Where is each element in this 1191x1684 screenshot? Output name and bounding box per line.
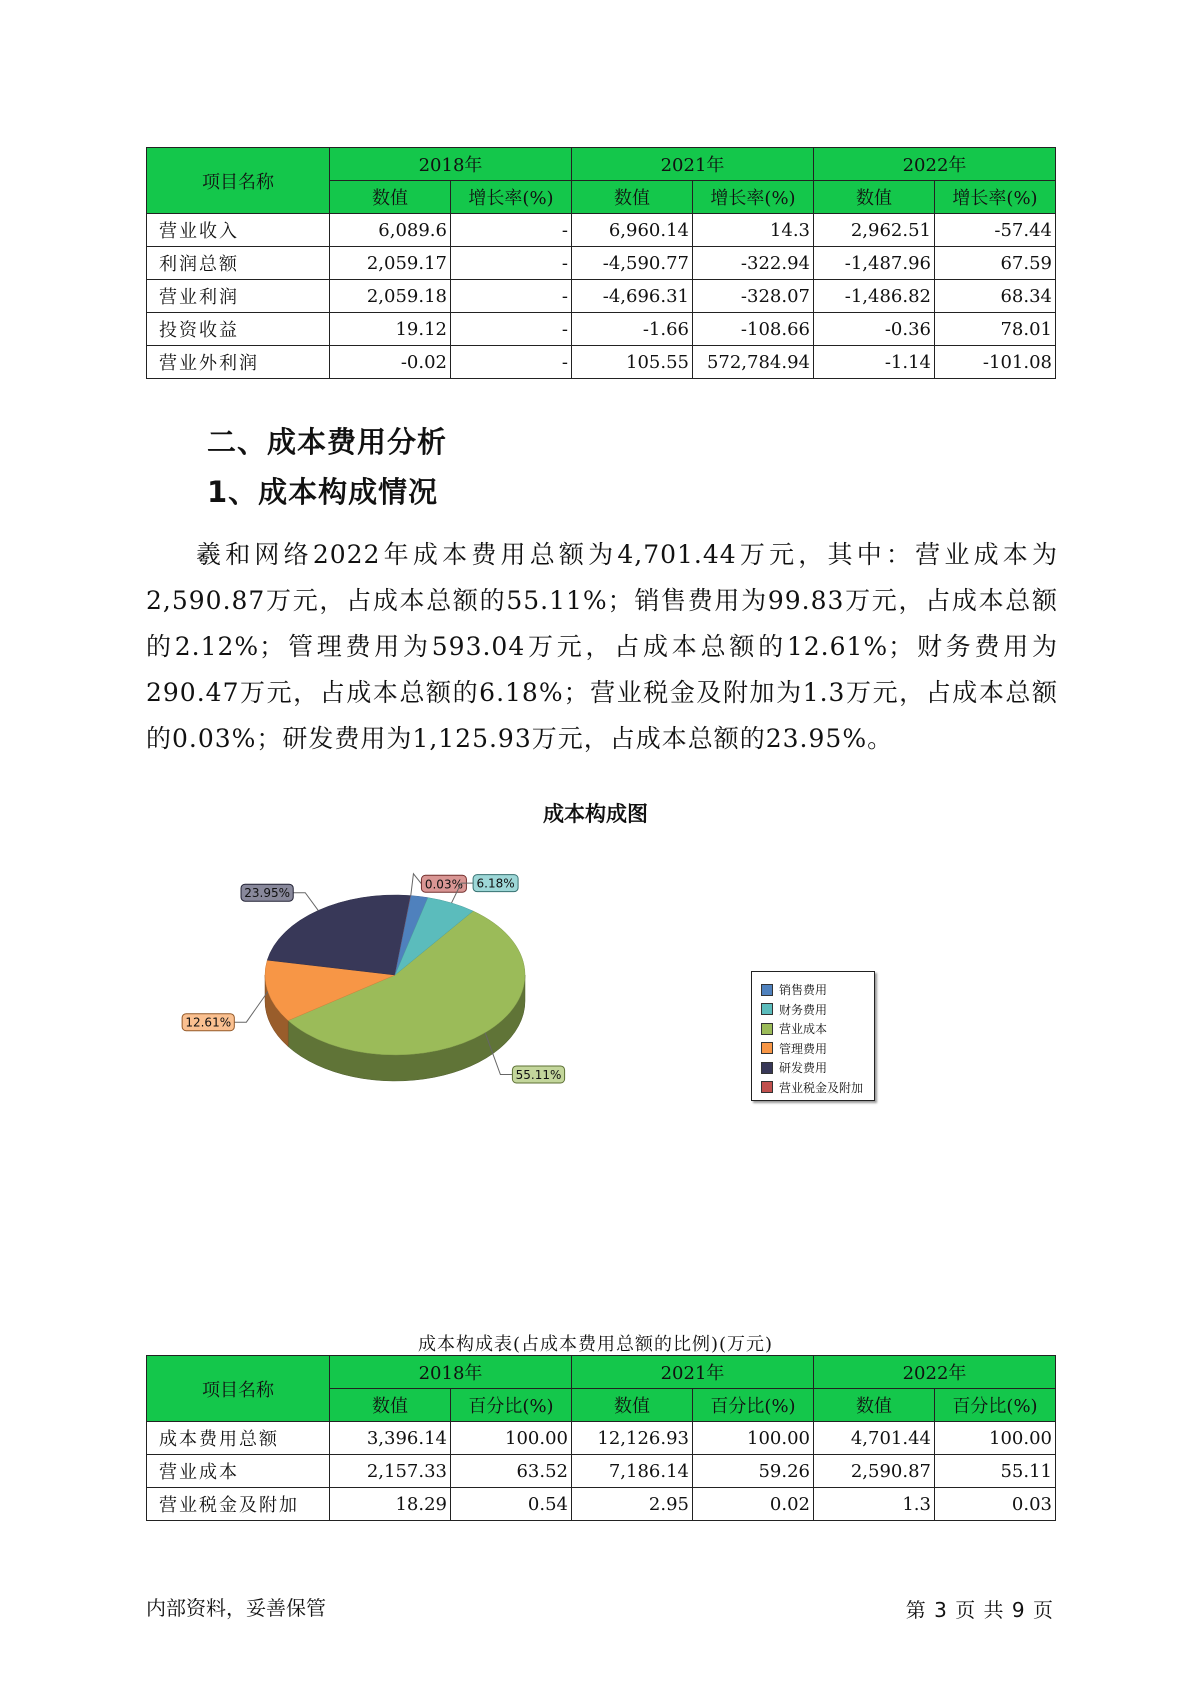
table-cell: -4,696.31 [572,280,693,313]
table-header-year: 2018年 [330,148,572,181]
row-label: 营业利润 [147,280,330,313]
table-header-value: 数值 [572,181,693,214]
table-header-pct: 百分比(%) [451,1389,572,1422]
table-caption: 成本构成表(占成本费用总额的比例)(万元) [417,1334,774,1355]
table-header-growth: 增长率(%) [935,181,1056,214]
row-label: 营业外利润 [147,346,330,379]
chart-title: 成本构成图 [543,802,648,826]
table-cell: 2,059.18 [330,280,451,313]
cost-table [146,1355,1056,1521]
table-row [147,1422,1056,1455]
body-paragraph: 羲和网络2022年成本费用总额为4,701.44万元，其中：营业成本为2,590.87万元，占成本总额的55.11%；销售费用为99.83万元，占成本总额的2.12%；管理费用为593.04万元，占成本总额的12.61%；财务费用为290.47万元，占成本总额的6.18%；营业税金及附加为1.3万元，占成本总额的0.03%；研发费用为1,125.93万元，占成本总额的23.95%。 [146,540,1058,753]
legend-item [752,1078,874,1098]
table-header-value: 数值 [814,181,935,214]
table-cell: 100.00 [935,1422,1056,1455]
legend-label: 营业税金及附加 [779,1080,864,1095]
row-label: 营业收入 [147,214,330,247]
table-cell: - [451,313,572,346]
table-row [147,346,1056,379]
table-cell: - [451,214,572,247]
pie-data-label: 12.61% [185,1015,232,1030]
row-label: 利润总额 [147,247,330,280]
table-cell: -108.66 [693,313,814,346]
table-cell: 0.54 [451,1488,572,1521]
table-cell: 12,126.93 [572,1422,693,1455]
table-row [147,313,1056,346]
section-subtitle: 1、成本构成情况 [207,475,439,509]
table-cell: 4,701.44 [814,1422,935,1455]
table-row [147,214,1056,247]
legend-label: 财务费用 [779,1002,828,1017]
table-cell: 14.3 [693,214,814,247]
table-header-item: 项目名称 [147,1356,330,1422]
row-label: 营业税金及附加 [147,1488,330,1521]
pie-data-label: 6.18% [476,876,515,891]
legend-item [752,980,874,1000]
pie-leader-line [293,893,318,911]
table-row [147,280,1056,313]
table-cell: 67.59 [935,247,1056,280]
footer-note: 内部资料，妥善保管 [146,1596,326,1620]
table-row [147,1488,1056,1521]
pie-data-label: 23.95% [244,886,291,901]
profit-table [146,147,1056,379]
table-header-pct: 百分比(%) [693,1389,814,1422]
table-row [147,247,1056,280]
table-header-growth: 增长率(%) [693,181,814,214]
table-cell: 2,590.87 [814,1455,935,1488]
legend-item [752,1019,874,1039]
table-cell: 7,186.14 [572,1455,693,1488]
table-cell: -101.08 [935,346,1056,379]
legend-swatch [761,1003,773,1015]
table-cell: 100.00 [451,1422,572,1455]
legend-swatch [761,1023,773,1035]
chart-legend [751,971,875,1101]
table-header-value: 数值 [572,1389,693,1422]
table-cell: 3,396.14 [330,1422,451,1455]
table-header-year: 2018年 [330,1356,572,1389]
row-label: 成本费用总额 [147,1422,330,1455]
table-cell: 19.12 [330,313,451,346]
table-cell: 18.29 [330,1488,451,1521]
legend-swatch [761,1042,773,1054]
table-row [147,1455,1056,1488]
table-cell: -1.66 [572,313,693,346]
table-header-year: 2022年 [814,148,1056,181]
table-cell: 0.02 [693,1488,814,1521]
row-label: 投资收益 [147,313,330,346]
table-cell: 2,962.51 [814,214,935,247]
pie-data-label: 0.03% [424,877,463,892]
legend-item [752,1000,874,1020]
row-label: 营业成本 [147,1455,330,1488]
table-cell: 572,784.94 [693,346,814,379]
table-cell: -57.44 [935,214,1056,247]
table-cell: 68.34 [935,280,1056,313]
page-number: 第 3 页 共 9 页 [905,1598,1054,1622]
table-cell: 2.95 [572,1488,693,1521]
table-header-pct: 百分比(%) [935,1389,1056,1422]
table-cell: 2,059.17 [330,247,451,280]
pie-chart [185,860,660,1120]
table-header-value: 数值 [814,1389,935,1422]
legend-item [752,1039,874,1059]
table-cell: -322.94 [693,247,814,280]
table-cell: 6,960.14 [572,214,693,247]
legend-label: 营业成本 [779,1022,828,1037]
legend-label: 研发费用 [779,1061,828,1076]
table-header-year: 2021年 [572,148,814,181]
table-cell: 59.26 [693,1455,814,1488]
table-cell: - [451,280,572,313]
legend-swatch [761,984,773,996]
table-cell: 2,157.33 [330,1455,451,1488]
table-cell: -4,590.77 [572,247,693,280]
table-cell: -1.14 [814,346,935,379]
table-header-growth: 增长率(%) [451,181,572,214]
legend-item [752,1058,874,1078]
table-cell: 0.03 [935,1488,1056,1521]
table-header-value: 数值 [330,181,451,214]
pie-data-label: 55.11% [515,1067,562,1082]
legend-swatch [761,1081,773,1093]
table-cell: - [451,247,572,280]
pie-leader-line [234,992,268,1023]
table-cell: 63.52 [451,1455,572,1488]
legend-label: 销售费用 [779,983,828,998]
table-cell: 78.01 [935,313,1056,346]
table-cell: 105.55 [572,346,693,379]
table-cell: -0.02 [330,346,451,379]
table-cell: 55.11 [935,1455,1056,1488]
table-cell: - [451,346,572,379]
table-header-year: 2021年 [572,1356,814,1389]
table-header-item: 项目名称 [147,148,330,214]
table-cell: 1.3 [814,1488,935,1521]
table-cell: -1,487.96 [814,247,935,280]
legend-swatch [761,1062,773,1074]
table-header-year: 2022年 [814,1356,1056,1389]
pie-leader-line [411,874,422,896]
table-cell: -0.36 [814,313,935,346]
legend-label: 管理费用 [779,1041,828,1056]
table-cell: -328.07 [693,280,814,313]
table-header-value: 数值 [330,1389,451,1422]
section-title: 二、成本费用分析 [207,425,448,459]
table-cell: 100.00 [693,1422,814,1455]
table-cell: -1,486.82 [814,280,935,313]
table-cell: 6,089.6 [330,214,451,247]
